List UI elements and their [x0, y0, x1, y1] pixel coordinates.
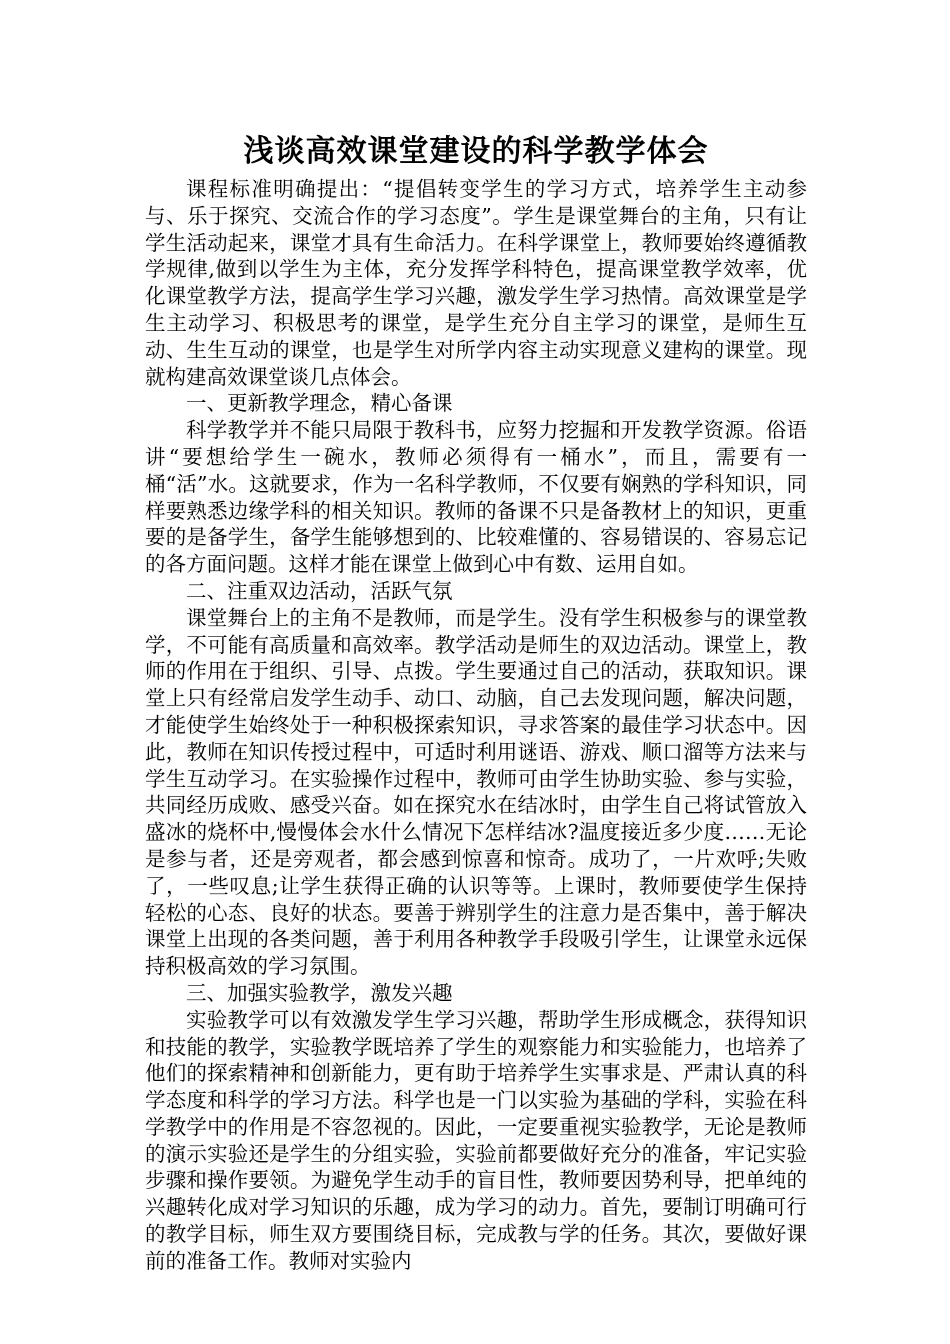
section-heading-3: 三、加强实验教学，激发兴趣 [186, 980, 453, 1005]
section-heading-1: 一、更新教学理念，精心备课 [186, 391, 453, 416]
intro-paragraph: 课程标准明确提出：“提倡转变学生的学习方式，培养学生主动参与、乐于探究、交流合作的学习态度”。学生是课堂舞台的主角，只有让学生活动起来，课堂才具有生命活力。在科学课堂上，教师要始终遵循教学规律,做到以学生为主体，充分发挥学科特色，提高课堂教学效率，优化课堂教学方法，提高学生学习兴趣，激发学生学习热情。高效课堂是学生主动学习、积极思考的课堂，是学生充分自主学习的课堂，是师生互动、生生互动的课堂，也是学生对所学内容主动实现意义建构的课堂。现就构建高效课堂谈几点体会。 [145, 177, 807, 389]
document-page [145, 128, 807, 1275]
section-body-3: 实验教学可以有效激发学生学习兴趣，帮助学生形成概念，获得知识和技能的教学，实验教学既培养了学生的观察能力和实验能力，也培养了他们的探索精神和创新能力，更有助于培养学生实事求是、严肃认真的科学态度和科学的学习方法。科学也是一门以实验为基础的学科，实验在科学教学中的作用是不容忽视的。因此，一定要重视实验教学，无论是教师的演示实验还是学生的分组实验，实验前都要做好充分的准备，牢记实验步骤和操作要领。为避免学生动手的盲目性，教师要因势利导，把单纯的兴趣转化成对学习知识的乐趣，成为学习的动力。首先，要制订明确可行的教学目标，师生双方要围绕目标，完成教与学的任务。其次，要做好课前的准备工作。教师对实验内 [145, 1007, 807, 1273]
section-heading-2: 二、注重双边活动，活跃气氛 [186, 578, 453, 603]
section-body-1: 科学教学并不能只局限于教科书，应努力挖掘和开发教学资源。俗语讲“要想给学生一碗水，教师必须得有一桶水”，而且，需要有一桶“活”水。这就要求，作为一名科学教师，不仅要有娴熟的学科知识，同样要熟悉边缘学科的相关知识。教师的备课不只是备教材上的知识，更重要的是备学生，备学生能够想到的、比较难懂的、容易错误的、容易忘记的各方面问题。这样才能在课堂上做到心中有数、运用自如。 [145, 418, 807, 577]
section-body-2: 课堂舞台上的主角不是教师，而是学生。没有学生积极参与的课堂教学，不可能有高质量和高效率。教学活动是师生的双边活动。课堂上，教师的作用在于组织、引导、点拨。学生要通过自己的活动，获取知识。课堂上只有经常启发学生动手、动口、动脑，自己去发现问题，解决问题，才能使学生始终处于一种积极探索知识，寻求答案的最佳学习状态中。因此，教师在知识传授过程中，可适时利用谜语、游戏、顺口溜等方法来与学生互动学习。在实验操作过程中，教师可由学生协助实验、参与实验，共同经历成败、感受兴奋。如在探究水在结冰时，由学生自己将试管放入盛冰的烧杯中,慢慢体会水什么情况下怎样结冰?温度接近多少度……无论是参与者，还是旁观者，都会感到惊喜和惊奇。成功了，一片欢呼;失败了，一些叹息;让学生获得正确的认识等等。上课时，教师要使学生保持轻松的心态、良好的状态。要善于辨别学生的注意力是否集中，善于解决课堂上出现的各类问题，善于利用各种教学手段吸引学生，让课堂永远保持积极高效的学习氛围。 [145, 605, 807, 979]
document-title: 浅谈高效课堂建设的科学教学体会 [243, 134, 709, 169]
